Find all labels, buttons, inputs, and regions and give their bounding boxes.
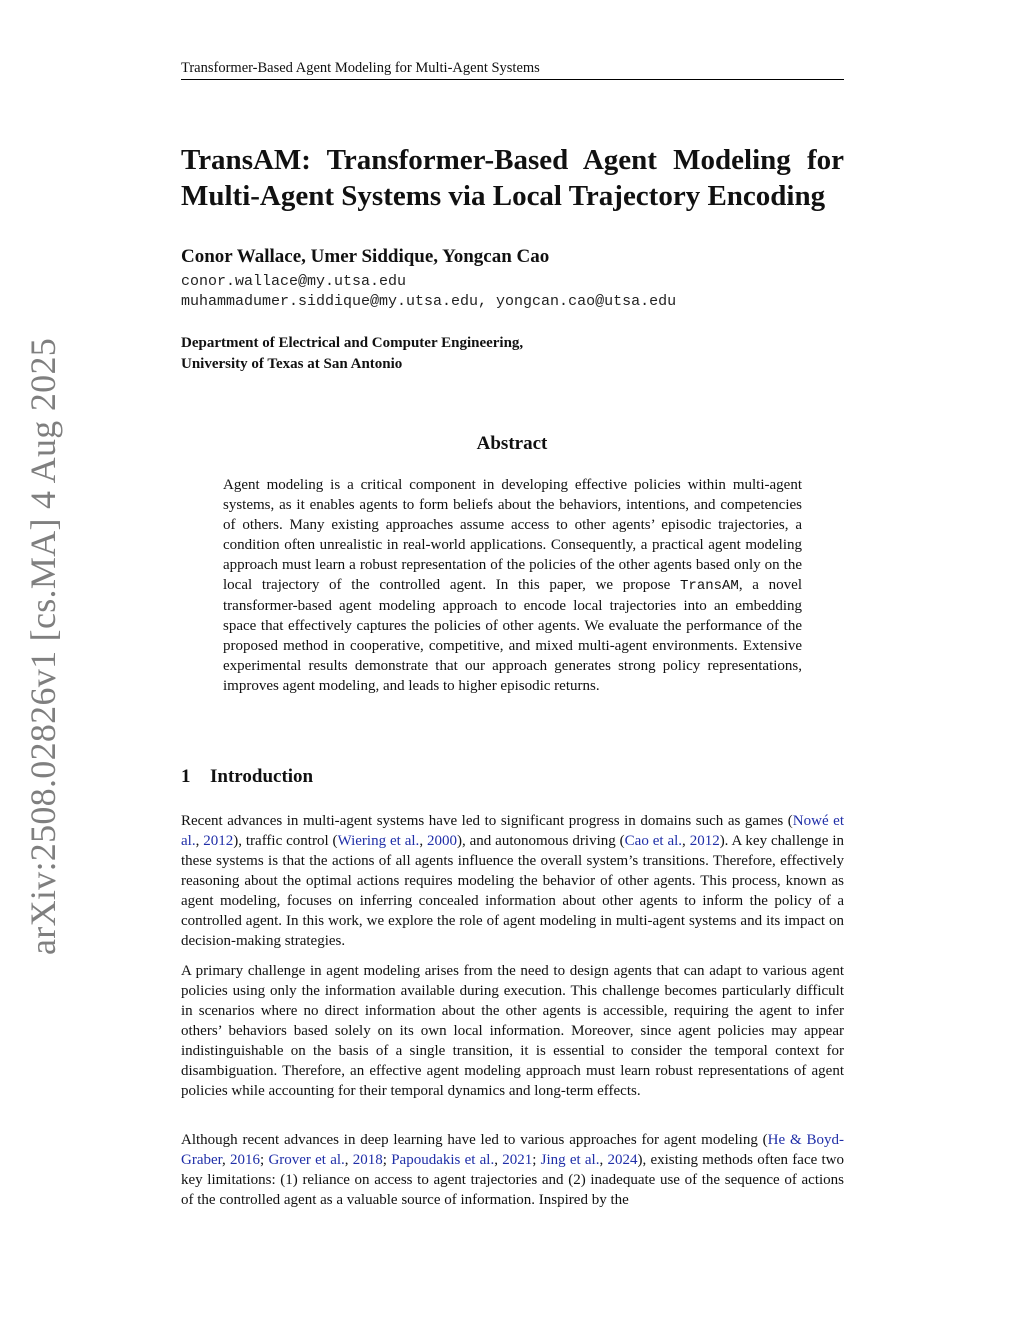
section-title: Introduction bbox=[210, 766, 314, 787]
text-run: , bbox=[494, 1152, 503, 1168]
abstract-heading: Abstract bbox=[476, 433, 548, 454]
author-list: Conor Wallace, Umer Siddique, Yongcan Cao bbox=[181, 246, 550, 267]
text-run: , bbox=[599, 1152, 608, 1168]
email-line-2: muhammadumer.siddique@my.utsa.edu, yongcan.cao@utsa.edu bbox=[181, 293, 677, 310]
citation-link[interactable]: He & Boyd-Graber bbox=[181, 1132, 844, 1168]
text-run: , bbox=[344, 1152, 353, 1168]
text-run: ; bbox=[382, 1152, 392, 1168]
citation-link[interactable]: Jing et al. bbox=[540, 1152, 600, 1168]
text-run: ; bbox=[260, 1152, 269, 1168]
citation-year-link[interactable]: 2012 bbox=[689, 833, 720, 849]
section-number: 1 bbox=[181, 766, 191, 787]
citation-year-link[interactable]: 2018 bbox=[352, 1152, 383, 1168]
text-run: ), traffic control ( bbox=[233, 833, 338, 849]
abstract-body bbox=[223, 475, 802, 696]
citation-year-link[interactable]: 2021 bbox=[502, 1152, 533, 1168]
title-line-2: Multi-Agent Systems via Local Trajectory Encoding bbox=[181, 180, 826, 212]
citation-year-link[interactable]: 2012 bbox=[203, 833, 234, 849]
citation-link[interactable]: Nowé et al. bbox=[181, 813, 845, 849]
citation-link[interactable]: Grover et al. bbox=[268, 1152, 345, 1168]
paper-title bbox=[181, 142, 844, 214]
arxiv-stamp[interactable]: arXiv:2508.02826v1 [cs.MA] 4 Aug 2025 bbox=[23, 337, 63, 955]
abstract-text-part-2: , a novel transformer-based agent modeling approach to encode local trajectories into an embedding space that effectively captures the policies of other agents. We evaluate the performance of the proposed method in cooperative, competitive, and mixed multi-agent environments. Extensive experimental results demonstrate that our approach generates strong policy representations, improves agent modeling, and leads to higher episodic returns. bbox=[223, 577, 803, 694]
intro-paragraph-3 bbox=[181, 1130, 844, 1210]
running-header: Transformer-Based Agent Modeling for Multi-Agent Systems bbox=[181, 60, 844, 80]
citation-year-link[interactable]: 2016 bbox=[230, 1152, 261, 1168]
text-run: ; bbox=[532, 1152, 541, 1168]
abstract-text-part-1: Agent modeling is a critical component in developing effective policies within multi-agent systems, as it enables agents to form beliefs about the behaviors, intentions, and competencies of others. Many existing approaches assume access to other agents’ episodic trajectories, a condition often unrealistic in real-world applications. Consequently, a practical agent modeling approach must learn a robust representation of the policies of the other agents based only on the local trajectory of the controlled agent. In this paper, we propose bbox=[223, 477, 802, 593]
citation-link[interactable]: Wiering et al. bbox=[337, 833, 420, 849]
email-line-1: conor.wallace@my.utsa.edu bbox=[181, 273, 407, 290]
text-run: ), and autonomous driving ( bbox=[456, 833, 625, 849]
text-run: ). A key challenge in these systems is that the actions of all agents influence the overall system’s transitions. Therefore, effectively reasoning about the optimal actions requires modeling the behavior of other agents. This process, known as agent modeling, focuses on inferring concealed information about other agents to inform the policy of a controlled agent. In this work, we explore the role of agent modeling in multi-agent systems and its impact on decision-making strategies. bbox=[181, 833, 845, 949]
text-run: Although recent advances in deep learning have led to various approaches for agent modeling ( bbox=[181, 1132, 768, 1148]
text-run: , bbox=[195, 833, 204, 849]
method-name: TransAM bbox=[680, 578, 739, 594]
text-run: , bbox=[419, 833, 427, 849]
intro-paragraph-2: A primary challenge in agent modeling arises from the need to design agents that can adapt to various agent policies using only the information available during execution. This challenge becomes particularly difficult in scenarios where no direct information about the other agents is accessible, requiring the agent to infer others’ behaviors based solely on its own local information. Moreover, since agent policies may appear indistinguishable on the basis of a single transition, it is essential to consider the temporal context for disambiguation. Therefore, an effective agent modeling approach must learn robust representations of agent policies while accounting for their temporal dynamics and long-term effects. bbox=[181, 963, 844, 1099]
affiliation-line-1: Department of Electrical and Computer Engineering, bbox=[181, 335, 524, 351]
citation-year-link[interactable]: 2000 bbox=[426, 833, 457, 849]
author-emails bbox=[181, 272, 676, 312]
affiliation-line-2: University of Texas at San Antonio bbox=[181, 356, 403, 372]
text-run: ), existing methods often face two key limitations: (1) reliance on access to agent trajectories and (2) inadequate use of the sequence of actions of the controlled agent as a valuable source of information. Inspired by the bbox=[181, 1152, 844, 1208]
citation-year-link[interactable]: 2024 bbox=[607, 1152, 638, 1168]
affiliation bbox=[181, 333, 523, 375]
text-run: , bbox=[682, 833, 690, 849]
citation-link[interactable]: Papoudakis et al. bbox=[391, 1152, 495, 1168]
intro-paragraph-1 bbox=[181, 811, 844, 951]
text-run: , bbox=[222, 1152, 231, 1168]
citation-link[interactable]: Cao et al. bbox=[624, 833, 683, 849]
title-line-1: TransAM: Transformer-Based Agent Modeling for bbox=[181, 144, 844, 176]
section-heading-introduction bbox=[181, 766, 313, 788]
text-run: Recent advances in multi-agent systems have led to significant progress in domains such as games ( bbox=[181, 813, 793, 829]
